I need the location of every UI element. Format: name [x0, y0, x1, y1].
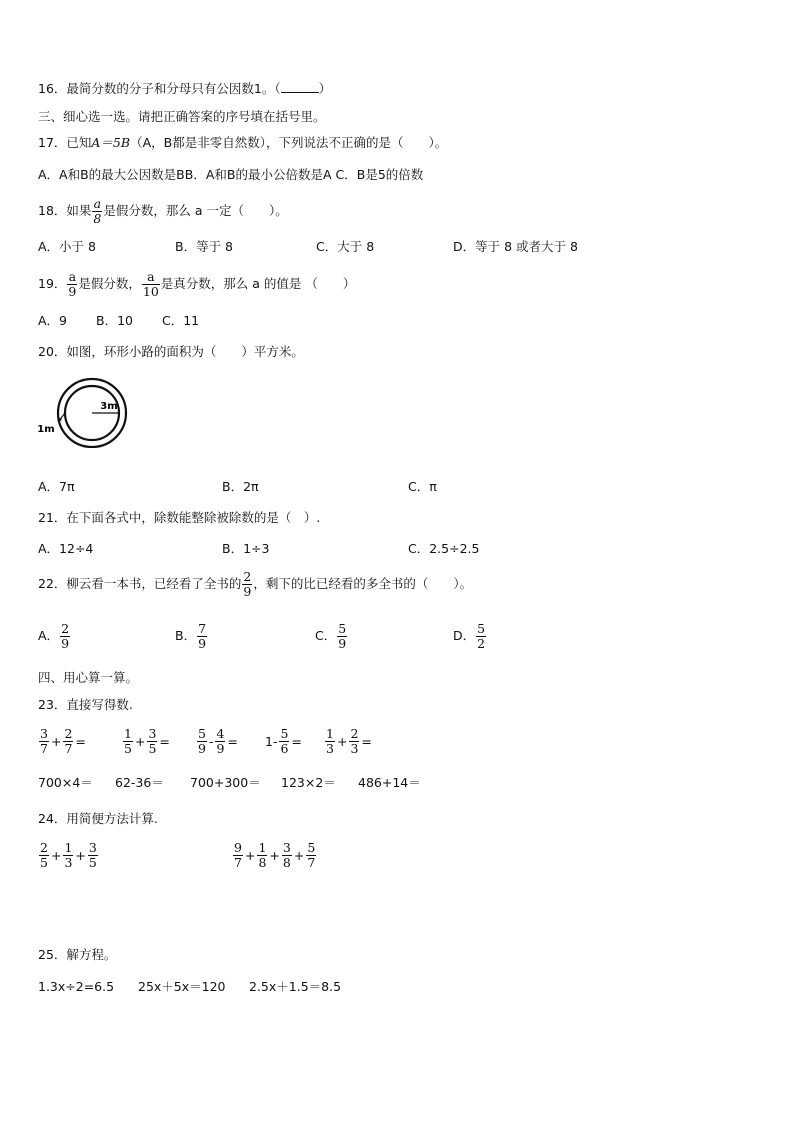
q18-option-d[interactable]: D．等于 8 或者大于 8 — [453, 239, 578, 254]
q22-lead: 22．柳云看一本书，已经看了全书的 — [38, 576, 242, 591]
q17-equation: A＝5B — [91, 135, 131, 150]
q18-fraction: $\frac{a}{8}$ — [93, 196, 102, 226]
q25-equation-2: 25x＋5x＝120 — [138, 979, 226, 994]
q20-option-a[interactable]: A．7π — [38, 479, 75, 494]
q17-option-b[interactable]: B．A和B的最小公倍数是A — [184, 167, 332, 182]
q20-option-b[interactable]: B．2π — [222, 479, 259, 494]
inner-radius-label: 3m — [100, 401, 118, 412]
q17-option-c[interactable]: C．B是5的倍数 — [335, 167, 424, 182]
q21-option-c[interactable]: C．2.5÷2.5 — [408, 541, 480, 556]
q19-option-c[interactable]: C．11 — [162, 313, 200, 328]
question-20: 20．如图，环形小路的面积为（ ）平方米。 — [38, 344, 304, 359]
q19-fraction-a-10: $\frac{a}{10}$ — [142, 269, 159, 299]
question-18 — [38, 196, 288, 226]
q19-option-b[interactable]: B．10 — [96, 313, 133, 328]
q19-lead: 19． — [38, 276, 67, 291]
section-4-heading: 四、用心算一算。 — [38, 670, 139, 685]
q22-fraction: $\frac{2}{9}$ — [243, 569, 252, 599]
q23-mental-math-5: 486+14＝ — [358, 775, 421, 790]
question-21: 21．在下面各式中，除数能整除被除数的是（ ）. — [38, 510, 321, 525]
question-22 — [38, 568, 472, 600]
q18-text: 是假分数，那么 a 一定（ ）。 — [103, 203, 288, 218]
q17-options — [38, 166, 423, 184]
q25-equation-3: 2.5x＋1.5＝8.5 — [249, 979, 342, 994]
question-25: 25．解方程。 — [38, 947, 117, 962]
q23-expression-2: $\frac{1}{5}$ + $\frac{3}{5}$ = — [124, 726, 170, 756]
q23-expression-5: $\frac{1}{3}$ + $\frac{2}{3}$ = — [326, 726, 372, 756]
q25-equation-1: 1.3x÷2=6.5 — [38, 979, 115, 994]
q23-expression-1: $\frac{3}{7}$ + $\frac{2}{7}$ = — [40, 726, 86, 756]
q19-text-tail: 是真分数，那么 a 的值是 （ ） — [160, 276, 356, 291]
q22-option-d[interactable]: D． $\frac{5}{2}$ — [453, 621, 486, 651]
q21-option-a[interactable]: A．12÷4 — [38, 541, 94, 556]
q18-option-c[interactable]: C．大于 8 — [316, 239, 375, 254]
question-17 — [38, 134, 447, 152]
q22-option-b[interactable]: B． $\frac{7}{9}$ — [175, 621, 207, 651]
question-16 — [38, 80, 331, 98]
q23-expression-3: $\frac{5}{9}$ - $\frac{4}{9}$ = — [198, 726, 238, 756]
q19-text-mid: 是假分数， — [78, 276, 141, 291]
q22-option-c[interactable]: C． $\frac{5}{9}$ — [315, 621, 347, 651]
q23-mental-math-2: 62-36＝ — [115, 775, 164, 790]
q24-expression-1: $\frac{2}{5}$ + $\frac{1}{3}$ + $\frac{3}{5}$ — [40, 840, 97, 870]
q17-option-a[interactable]: A．A和B的最大公因数是B — [38, 167, 185, 182]
q23-expression-4: 1- $\frac{5}{6}$ = — [265, 726, 302, 756]
q23-mental-math-4: 123×2＝ — [281, 775, 336, 790]
q22-option-a[interactable]: A． $\frac{2}{9}$ — [38, 621, 70, 651]
q17-lead: 17．已知 — [38, 135, 92, 150]
question-23: 23．直接写得数. — [38, 697, 133, 712]
q23-mental-math-1: 700×4＝ — [38, 775, 93, 790]
q18-lead: 18．如果 — [38, 203, 92, 218]
q21-option-b[interactable]: B．1÷3 — [222, 541, 270, 556]
q19-fraction-a-9: $\frac{a}{9}$ — [68, 269, 77, 299]
q19-option-a[interactable]: A．9 — [38, 313, 68, 328]
q23-mental-math-3: 700+300＝ — [190, 775, 261, 790]
question-24: 24．用简便方法计算. — [38, 811, 158, 826]
section-3-heading: 三、细心选一选。请把正确答案的序号填在括号里。 — [38, 109, 326, 124]
q18-option-a[interactable]: A．小于 8 — [38, 239, 96, 254]
q17-text: （A，B都是非零自然数），下列说法不正确的是（ ）。 — [130, 135, 448, 150]
q16-text: 16．最简分数的分子和分母只有公因数1。（ — [38, 81, 281, 96]
ring-width-label: 1m — [37, 424, 55, 435]
q22-text: ，剩下的比已经看的多全书的（ ）。 — [253, 576, 473, 591]
q16-close: ） — [318, 81, 332, 96]
answer-blank[interactable] — [281, 80, 319, 93]
question-19 — [38, 268, 355, 300]
q24-expression-2: $\frac{9}{7}$ + $\frac{1}{8}$ + $\frac{3}{8}$ + $\frac{5}{7}$ — [234, 840, 316, 870]
q18-option-b[interactable]: B．等于 8 — [175, 239, 234, 254]
q20-option-c[interactable]: C．π — [408, 479, 437, 494]
ring-path-figure — [30, 366, 130, 448]
